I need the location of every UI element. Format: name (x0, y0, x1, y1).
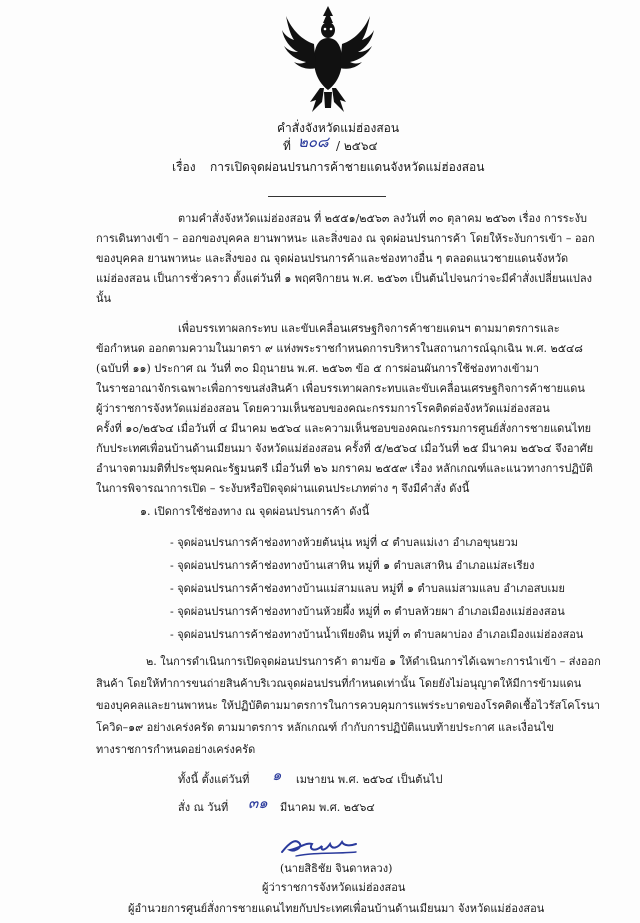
signatory-role: ผู้อำนวยการศูนย์สั่งการชายแดนไทยกับประเทศเพื่อนบ้านด้านเมียนมา จังหวัดแม่ฮ่องสอน (128, 902, 545, 915)
header-divider (268, 196, 386, 197)
checkpoint-list-item: - จุดผ่อนปรนการค้าช่องทางบ้านแม่สามแลบ หมู่ที่ ๑ ตำบลแม่สามแลบ อำเภอสบเมย (170, 582, 565, 595)
effective-day-handwritten: ๑ (272, 766, 282, 784)
order-number-label: ที่ (283, 139, 291, 153)
effective-date-label: ทั้งนี้ ตั้งแต่วันที่ (178, 773, 250, 786)
handwritten-signature-icon (276, 834, 386, 860)
checkpoint-list-item: - จุดผ่อนปรนการค้าช่องทางบ้านห้วยผึ้ง หมู่ที่ ๓ ตำบลห้วยผา อำเภอเมืองแม่ฮ่องสอน (170, 605, 565, 618)
ordered-day-handwritten: ๓๑ (248, 794, 268, 812)
subject-label: เรื่อง (172, 160, 196, 174)
item1-heading: ๑. เปิดการใช้ช่องทาง ณ จุดผ่อนปรนการค้า ดังนี้ (140, 505, 370, 518)
effective-date-rest: เมษายน พ.ศ. ๒๕๖๔ เป็นต้นไป (296, 773, 443, 786)
signatory-position: ผู้ว่าราชการจังหวัดแม่ฮ่องสอน (262, 881, 406, 894)
ordered-date-rest: มีนาคม พ.ศ. ๒๕๖๔ (280, 801, 375, 814)
item2-line: สินค้า โดยให้ทำการขนถ่ายสินค้าบริเวณจุดผ่อนปรนที่กำหนดเท่านั้น โดยยังไม่อนุญาตให้มีการข้ามแดน (96, 677, 582, 690)
para2-line: ในราชอาณาจักรเฉพาะเพื่อการขนส่งสินค้า เพื่อบรรเทาผลกระทบและขับเคลื่อนเศรษฐกิจการค้าชายแดน (96, 382, 585, 395)
para1-line: นั้น (96, 292, 112, 305)
item2-line: ของบุคคลและยานพาหนะ ให้ปฏิบัติตามมาตรการในการควบคุมการแพร่ระบาดของโรคติดเชื้อไวรัสโคโรนา (96, 699, 601, 712)
para2-line: ครั้งที่ ๑๐/๒๕๖๔ เมื่อวันที่ ๔ มีนาคม ๒๕๖๔ และความเห็นชอบของคณะกรรมการศูนย์สั่งการชายแดนไทย (96, 422, 592, 435)
order-year: / ๒๕๖๔ (336, 139, 378, 153)
order-number-handwritten: ๒๐๘ (298, 133, 329, 151)
subject-text: การเปิดจุดผ่อนปรนการค้าชายแดนจังหวัดแม่ฮ่องสอน (210, 160, 485, 174)
ordered-date-label: สั่ง ณ วันที่ (178, 801, 229, 814)
para2-line: ในการพิจารณาการเปิด – ระงับหรือปิดจุดผ่านแดนประเภทต่าง ๆ จึงมีคำสั่ง ดังนี้ (96, 482, 470, 495)
para1-line: ของบุคคล ยานพาหนะ และสิ่งของ ณ จุดผ่อนปรนการค้าและช่องทางอื่น ๆ ตลอดแนวชายแดนจังหวัด (96, 252, 569, 265)
para1-line: การเดินทางเข้า – ออกของบุคคล ยานพาหนะ และสิ่งของ ณ จุดผ่อนปรนการค้า โดยให้ระงับการเข้า – ออก (96, 232, 595, 245)
para1-line: แม่ฮ่องสอน เป็นการชั่วคราว ตั้งแต่วันที่ ๑ พฤศจิกายน พ.ศ. ๒๕๖๓ เป็นต้นไปจนกว่าจะมีคำสั่งเปลี่ยนแปลง (96, 272, 593, 285)
checkpoint-list-item: - จุดผ่อนปรนการค้าช่องทางบ้านน้ำเพียงดิน หมู่ที่ ๓ ตำบลผาบ่อง อำเภอเมืองแม่ฮ่องสอน (170, 628, 584, 641)
item2-line: ๒. ในการดำเนินการเปิดจุดผ่อนปรนการค้า ตามข้อ ๑ ให้ดำเนินการได้เฉพาะการนำเข้า – ส่งออก (146, 655, 601, 668)
signatory-name: (นายสิธิชัย จินดาหลวง) (280, 862, 393, 875)
para1-line: ตามคำสั่งจังหวัดแม่ฮ่องสอน ที่ ๒๕๕๑/๒๕๖๓ ลงวันที่ ๓๐ ตุลาคม ๒๕๖๓ เรื่อง การระงับ (178, 212, 587, 225)
item2-line: โควิด–๑๙ อย่างเคร่งครัด ตามมาตรการ หลักเกณฑ์ กำกับการปฏิบัติแนบท้ายประกาศ และเงื่อนไข (96, 721, 555, 734)
para2-line: อำนาจตามมติที่ประชุมคณะรัฐมนตรี เมื่อวันที่ ๒๖ มกราคม ๒๕๕๙ เรื่อง หลักเกณฑ์และแนวทางการปฏิบัติ (96, 462, 593, 475)
para2-line: (ฉบับที่ ๑๑) ประกาศ ณ วันที่ ๓๐ มิถุนายน พ.ศ. ๒๕๖๓ ข้อ ๕ การผ่อนผันการใช้ช่องทางเข้ามา (96, 362, 540, 375)
para2-line: ข้อกำหนด ออกตามความในมาตรา ๙ แห่งพระราชกำหนดการบริหารในสถานการณ์ฉุกเฉิน พ.ศ. ๒๕๔๘ (96, 342, 583, 355)
para2-line: ผู้ว่าราชการจังหวัดแม่ฮ่องสอน โดยความเห็นชอบของคณะกรรมการโรคติดต่อจังหวัดแม่ฮ่องสอน (96, 402, 550, 415)
item2-line: ทางราชการกำหนดอย่างเคร่งครัด (96, 743, 256, 756)
para2-line: เพื่อบรรเทาผลกระทบ และขับเคลื่อนเศรษฐกิจการค้าชายแดนฯ ตามมาตรการและ (178, 322, 560, 335)
para2-line: กับประเทศเพื่อนบ้านด้านเมียนมา จังหวัดแม่ฮ่องสอน ครั้งที่ ๕/๒๕๖๔ เมื่อวันที่ ๒๕ มีนาคม ๒๕๖๔ จึงอาศัย (96, 442, 594, 455)
checkpoint-list-item: - จุดผ่อนปรนการค้าช่องทางห้วยต้นนุ่น หมู่ที่ ๔ ตำบลแม่เงา อำเภอขุนยวม (170, 536, 518, 549)
checkpoint-list-item: - จุดผ่อนปรนการค้าช่องทางบ้านเสาหิน หมู่ที่ ๑ ตำบลเสาหิน อำเภอแม่สะเรียง (170, 559, 535, 572)
garuda-emblem-icon (280, 4, 376, 116)
order-title: คำสั่งจังหวัดแม่ฮ่องสอน (277, 121, 400, 135)
